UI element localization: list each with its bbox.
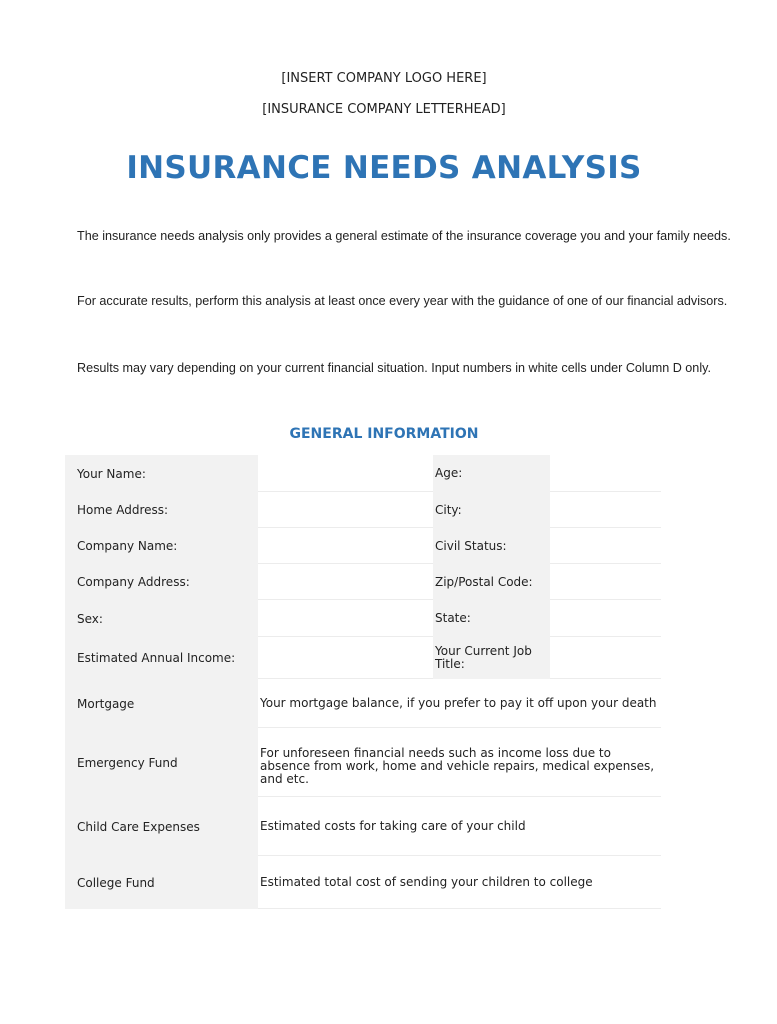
college-fund-description — [258, 856, 661, 909]
child-care-expenses-description — [258, 797, 661, 856]
age-input[interactable] — [550, 455, 661, 492]
intro-text-1: The insurance needs analysis only provides a general estimate of the insurance coverage you and your family needs. — [77, 229, 731, 243]
city-input[interactable] — [550, 492, 661, 528]
label-company-address: Company Address: — [65, 564, 258, 600]
estimated-annual-income-input[interactable] — [258, 637, 433, 679]
your-name-input[interactable] — [258, 455, 433, 492]
label-emergency-fund: Emergency Fund — [65, 728, 258, 797]
intro-paragraph-1 — [77, 229, 731, 243]
general-information-table — [65, 455, 661, 909]
label-current-job-title: Your Current Job Title: — [433, 637, 550, 679]
company-name-input[interactable] — [258, 528, 433, 564]
label-company-name: Company Name: — [65, 528, 258, 564]
zip-postal-code-input[interactable] — [550, 564, 661, 600]
label-civil-status: Civil Status: — [433, 528, 550, 564]
label-zip-postal-code: Zip/Postal Code: — [433, 564, 550, 600]
document-title: INSURANCE NEEDS ANALYSIS — [126, 150, 642, 186]
label-sex: Sex: — [65, 600, 258, 637]
label-your-name: Your Name: — [65, 455, 258, 492]
home-address-input[interactable] — [258, 492, 433, 528]
label-mortgage: Mortgage — [65, 679, 258, 728]
intro-text-3: Results may vary depending on your current financial situation. Input numbers in white cells under Column D only. — [77, 361, 711, 375]
intro-text-2: For accurate results, perform this analysis at least once every year with the guidance of one of our financial advisors. — [77, 294, 728, 308]
section-heading-general-information: GENERAL INFORMATION — [289, 426, 479, 442]
label-age: Age: — [433, 455, 550, 492]
label-college-fund: College Fund — [65, 856, 258, 909]
current-job-title-input[interactable] — [550, 637, 661, 679]
label-state: State: — [433, 600, 550, 637]
intro-paragraph-2 — [77, 294, 728, 308]
emergency-fund-description — [258, 728, 661, 797]
mortgage-description — [258, 679, 661, 728]
state-input[interactable] — [550, 600, 661, 637]
letterhead-placeholder: [INSURANCE COMPANY LETTERHEAD] — [262, 102, 506, 117]
company-address-input[interactable] — [258, 564, 433, 600]
label-child-care-expenses: Child Care Expenses — [65, 797, 258, 856]
sex-input[interactable] — [258, 600, 433, 637]
label-home-address: Home Address: — [65, 492, 258, 528]
label-city: City: — [433, 492, 550, 528]
child-care-expenses-description-text: Estimated costs for taking care of your child — [260, 818, 526, 833]
intro-paragraph-3 — [77, 361, 711, 375]
logo-placeholder: [INSERT COMPANY LOGO HERE] — [281, 71, 487, 86]
emergency-fund-description-text: For unforeseen financial needs such as income loss due to absence from work, home and vehicle repairs, medical expenses, and etc. — [260, 746, 655, 786]
mortgage-description-text: Your mortgage balance, if you prefer to pay it off upon your death — [260, 695, 657, 710]
civil-status-input[interactable] — [550, 528, 661, 564]
label-estimated-annual-income: Estimated Annual Income: — [65, 637, 258, 679]
college-fund-description-text: Estimated total cost of sending your children to college — [260, 874, 593, 889]
